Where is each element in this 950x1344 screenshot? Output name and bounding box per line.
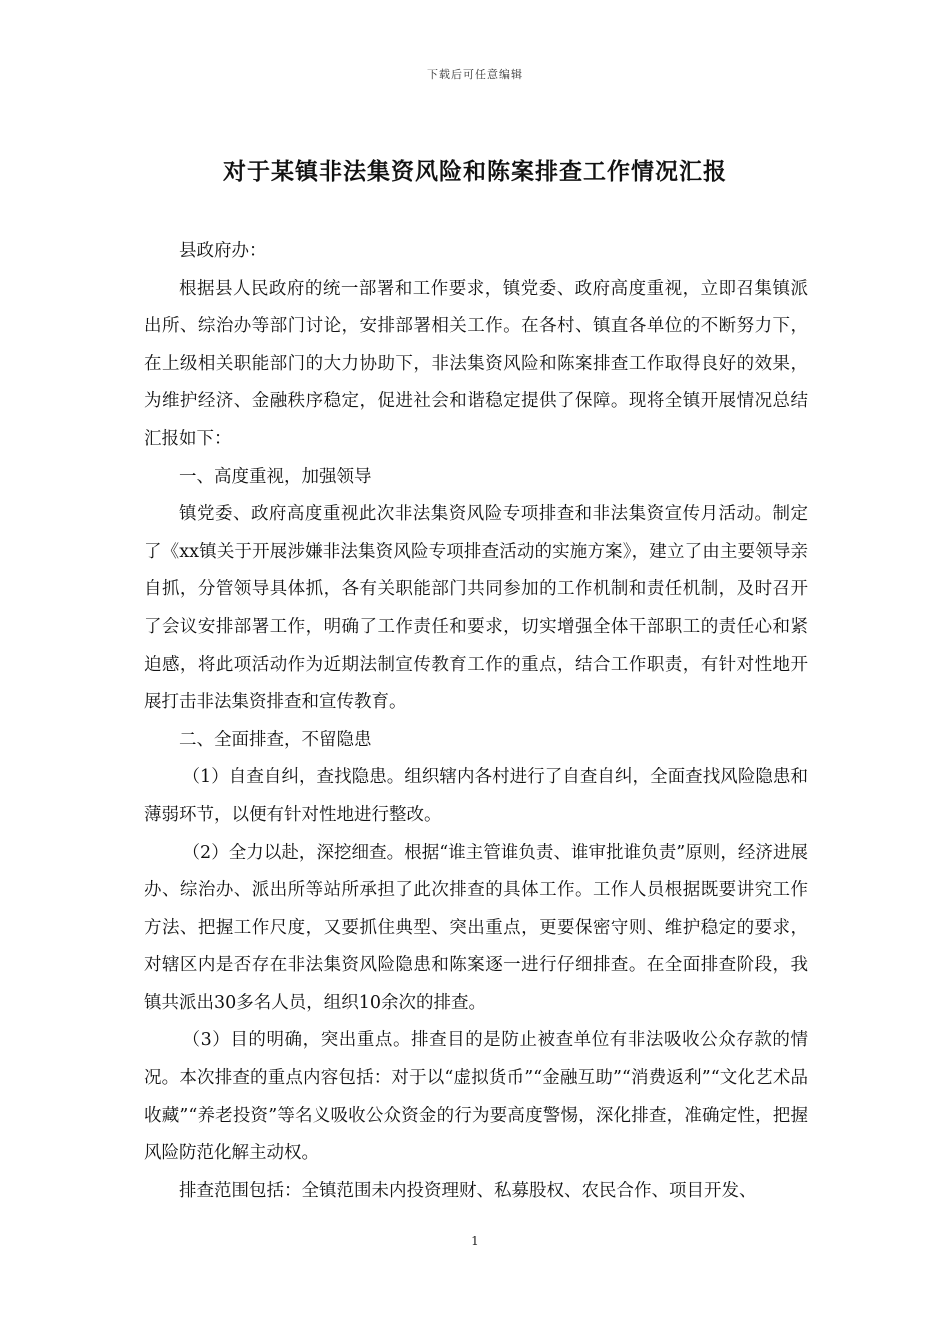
page-number: 1 [471,1234,479,1248]
paragraph-scope: 排查范围包括：全镇范围未内投资理财、私募股权、农民合作、项目开发、 [179,1180,757,1201]
section-heading-2: 二、全面排查，不留隐患 [179,729,372,750]
paragraph-leadership: 镇党委、政府高度重视此次非法集资风险专项排查和非法集资宣传月活动。制定了《xx镇关于开展涉嫌非法集资风险专项排查活动的实施方案》，建立了由主要领导亲自抓，分管领导具体抓，各有关职能部门共同参加的工作机制和责任机制，及时召开了会议安排部署工作，明确了工作责任和要求，切实增强全体干部职工的责任心和紧迫感，将此项活动作为近期法制宣传教育工作的重点，结合工作职责，有针对性地开展打击非法集资排查和宣传教育。 [144,504,808,713]
header-note: 下载后可任意编辑 [427,68,523,81]
document-body [144,233,808,1210]
document-title: 对于某镇非法集资风险和陈案排查工作情况汇报 [223,159,727,185]
paragraph-item-2: （2）全力以赴，深挖细查。根据“谁主管谁负责、谁审批谁负责”原则，经济进展办、综治办、派出所等站所承担了此次排查的具体工作。工作人员根据既要讲究工作方法、把握工作尺度，又要抓住典型、突出重点，更要保密守则、维护稳定的要求，对辖区内是否存在非法集资风险隐患和陈案逐一进行仔细排查。在全面排查阶段，我镇共派出30多名人员，组织10余次的排查。 [144,842,808,1013]
section-heading-1: 一、高度重视，加强领导 [179,466,372,487]
paragraph-intro: 根据县人民政府的统一部署和工作要求，镇党委、政府高度重视，立即召集镇派出所、综治办等部门讨论，安排部署相关工作。在各村、镇直各单位的不断努力下，在上级相关职能部门的大力协助下，非法集资风险和陈案排查工作取得良好的效果，为维护经济、金融秩序稳定，促进社会和谐稳定提供了保障。现将全镇开展情况总结汇报如下： [144,278,808,449]
paragraph-item-3: （3）目的明确，突出重点。排查目的是防止被查单位有非法吸收公众存款的情况。本次排查的重点内容包括：对于以“虚拟货币”“金融互助”“消费返利”“文化艺术品收藏”“养老投资”等名义吸收公众资金的行为要高度警惕，深化排查，准确定性，把握风险防范化解主动权。 [144,1030,808,1164]
paragraph-item-1: （1）自查自纠，查找隐患。组织辖内各村进行了自查自纠，全面查找风险隐患和薄弱环节，以便有针对性地进行整改。 [144,767,808,825]
salutation: 县政府办： [179,241,267,261]
